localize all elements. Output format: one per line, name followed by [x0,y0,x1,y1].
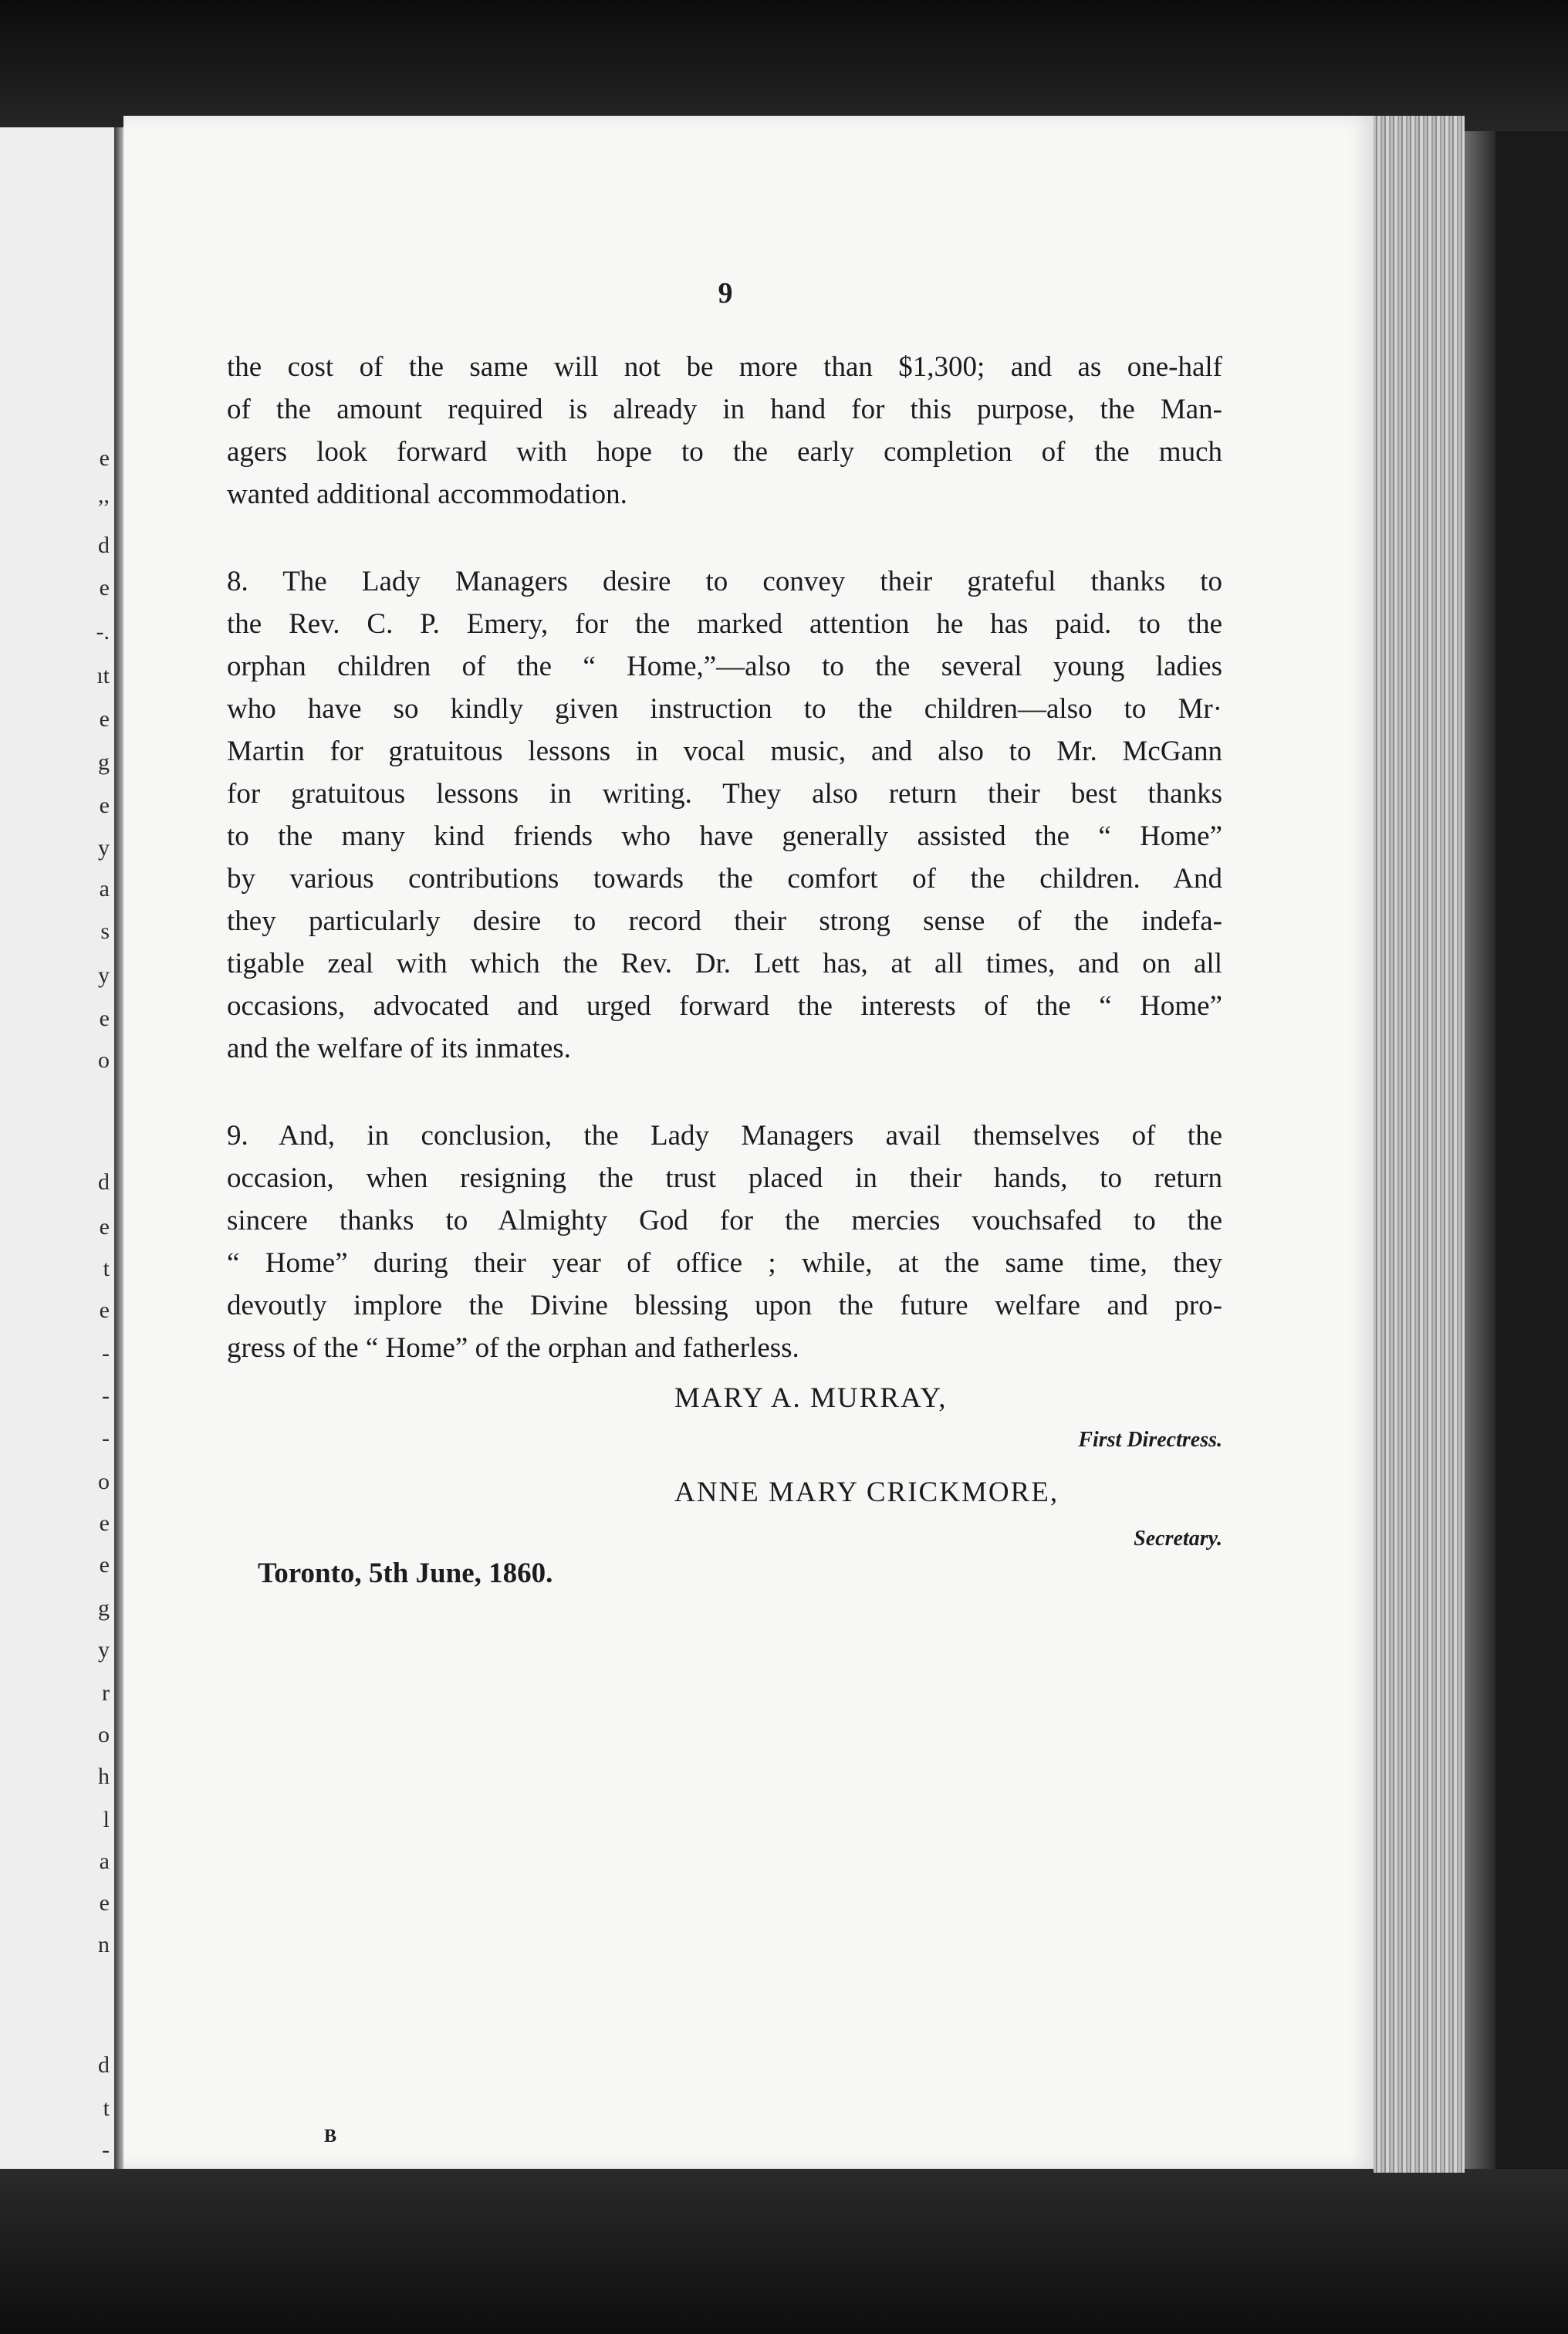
signatory-name: ANNE MARY CRICKMORE, [674,1477,1059,1508]
left-page-fragment: - [102,1341,110,1366]
left-page-fragment: ,, [98,482,110,508]
text-line: sincere thanks to Almighty God for the mercies vouchsafed to the [227,1205,1222,1236]
left-page-fragment: - [102,1383,110,1409]
left-page-fragment: -. [96,619,110,644]
left-page-fragment: a [99,876,110,901]
left-page-fragment: e [99,1006,110,1031]
left-page-fragment: e [99,793,110,818]
left-page-fragment: o [98,1047,110,1073]
left-page-fragment: e [99,1552,110,1578]
signatory-title: First Directress. [1078,1428,1222,1452]
text-line: tigable zeal with which the Rev. Dr. Lett has, at all times, and on all [227,948,1222,979]
left-page-fragment: ıt [96,663,110,688]
left-page-fragment: y [98,962,110,988]
left-page-fragment: g [98,749,110,775]
book-cover-edge [1465,131,1495,2169]
left-page-fragment: e [99,1510,110,1536]
left-page-fragment: l [103,1807,110,1832]
left-page-fragment: e [99,1890,110,1916]
left-page-fragment: s [100,918,110,944]
text-line: wanted additional accommodation. [227,479,627,510]
text-line: the cost of the same will not be more than $1,300; and as one-half [227,351,1222,383]
text-line: the Rev. C. P. Emery, for the marked attention he has paid. to the [227,608,1222,640]
text-line: by various contributions towards the comfort of the children. And [227,863,1222,895]
left-page-fragment: h [98,1764,110,1789]
text-line: for gratuitous lessons in writing. They also return their best thanks [227,778,1222,810]
signatory-title: Secretary. [1134,1527,1222,1551]
signatory-name: MARY A. MURRAY, [674,1382,948,1414]
left-page-fragment: e [99,706,110,732]
text-line: agers look forward with hope to the early completion of the much [227,436,1222,468]
text-line: 8. The Lady Managers desire to convey their grateful thanks to [227,566,1222,597]
left-page-fragment: a [99,1849,110,1874]
left-page-fragment: d [98,533,110,558]
page-edges [1374,116,1465,2173]
left-page-fragment: e [99,445,110,471]
printer-signature-mark: B [324,2126,337,2146]
left-page-fragment: y [98,835,110,861]
text-line: 9. And, in conclusion, the Lady Managers avail themselves of the [227,1120,1222,1152]
paragraph-continuation [227,346,1222,516]
left-page-fragment: t [103,1256,110,1281]
left-page-fragment: e [99,1214,110,1240]
text-line: “ Home” during their year of office ; while, at the same time, they [227,1247,1222,1279]
page-number: 9 [718,277,733,310]
text-line: gress of the “ Home” of the orphan and fatherless. [227,1332,799,1364]
left-page-fragment: g [98,1595,110,1621]
left-page-fragment: o [98,1469,110,1494]
left-page-fragment: - [102,2137,110,2163]
left-page-fragment: d [98,2052,110,2078]
text-line: devoutly implore the Divine blessing upon the future welfare and pro- [227,1290,1222,1321]
left-page-fragment: d [98,1169,110,1195]
scan-backdrop-top [0,0,1568,131]
left-page-fragment: - [102,1426,110,1451]
body-text [227,346,1222,1369]
left-page-fragment: y [98,1637,110,1663]
text-line: and the welfare of its inmates. [227,1033,571,1064]
left-page-fragment: o [98,1722,110,1747]
text-line: Martin for gratuitous lessons in vocal music, and also to Mr. McGann [227,736,1222,767]
scan-backdrop-bottom [0,2169,1568,2334]
left-page-fragment: r [102,1680,110,1706]
left-page-fragment: t [103,2096,110,2121]
text-line: who have so kindly given instruction to the children—also to Mr· [227,693,1222,725]
text-line: of the amount required is already in hand for this purpose, the Man- [227,394,1222,425]
text-line: orphan children of the “ Home,”—also to the several young ladies [227,651,1222,682]
left-page-fragment: e [99,575,110,600]
facing-page-left [0,127,117,2169]
text-line: occasion, when resigning the trust placed in their hands, to return [227,1162,1222,1194]
paragraph-9 [227,1115,1222,1369]
text-line: they particularly desire to record their strong sense of the indefa- [227,905,1222,937]
left-page-fragment: e [99,1297,110,1323]
paragraph-8 [227,560,1222,1070]
date-line: Toronto, 5th June, 1860. [258,1558,553,1589]
text-line: to the many kind friends who have generally assisted the “ Home” [227,820,1222,852]
left-page-fragment: n [98,1932,110,1957]
text-line: occasions, advocated and urged forward the interests of the “ Home” [227,990,1222,1022]
